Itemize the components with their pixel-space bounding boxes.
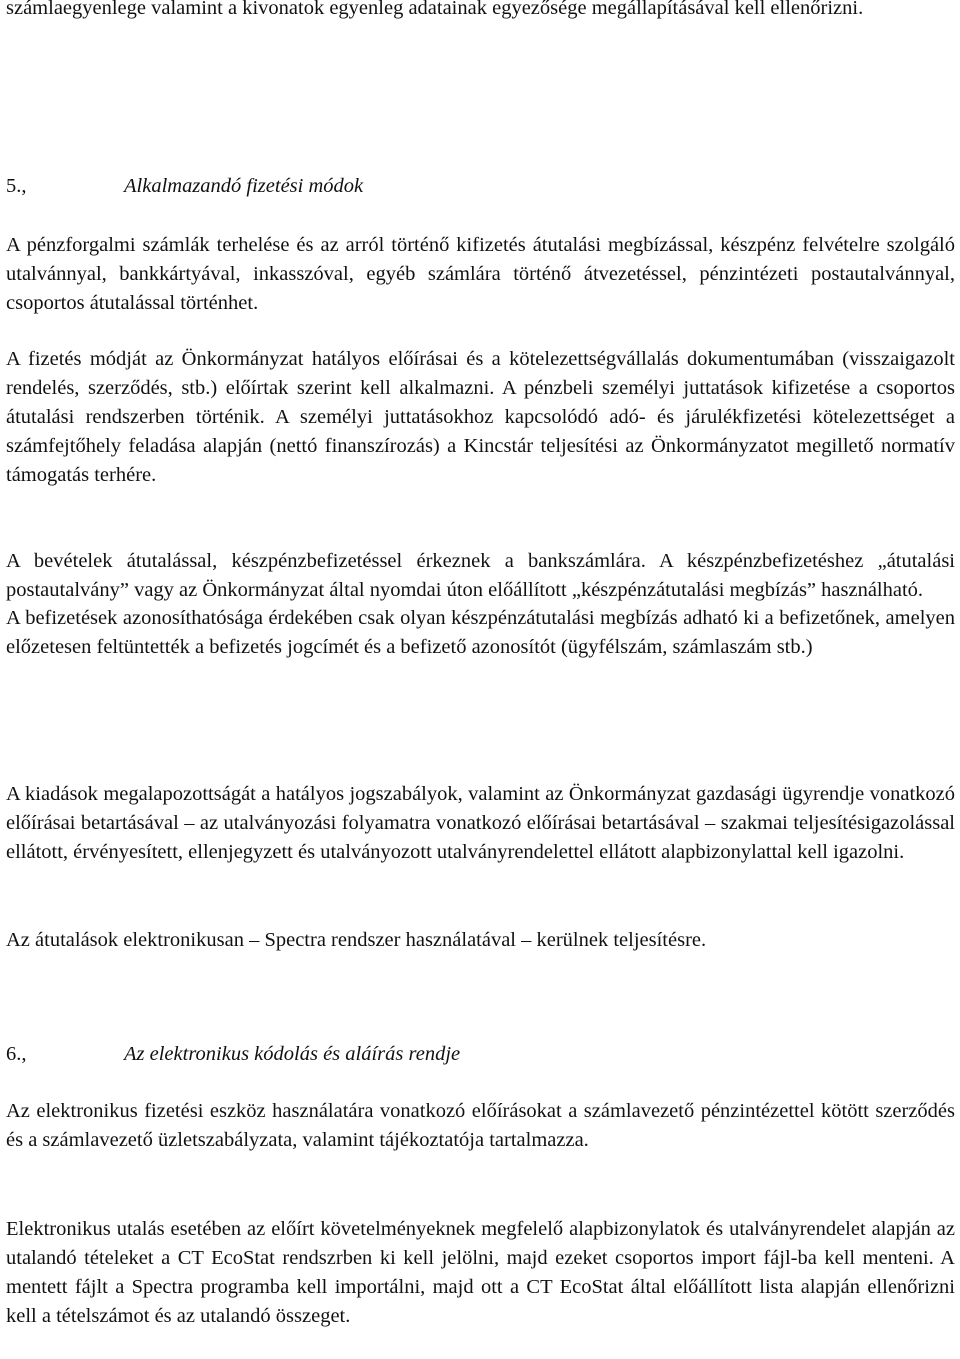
intro-continuation-paragraph: számlaegyenlege valamint a kivonatok egyenleg adatainak egyezősége megállapításával kell ellenőrizni. xyxy=(6,0,864,19)
section-6-number: 6., xyxy=(6,1043,27,1065)
section-5-paragraph-payment-methods: A pénzforgalmi számlák terhelése és az arról történő kifizetés átutalási megbízással, készpénz felvételre szolgáló utalvánnyal, bankkártyával, inkasszóval, egyéb számlára történő átvezetéssel, pénzintézeti postautalvánnyal, csoportos átutalással történhet. xyxy=(6,234,955,314)
section-5-paragraph-transfers: Az átutalások elektronikusan – Spectra rendszer használatával – kerülnek teljesítésre. xyxy=(6,929,707,951)
section-5-paragraph-revenues: A bevételek átutalással, készpénzbefizetéssel érkeznek a bankszámlára. A készpénzbefizetéshez „átutalási postautalvány” vagy az Önkormányzat által nyomdai úton előállított „készpénzátutalási megbízás” használható. xyxy=(6,550,955,601)
section-6-paragraph-electronic-payment: Az elektronikus fizetési eszköz használatára vonatkozó előírásokat a számlavezető pénzintézettel kötött szerződés és a számlavezető üzletszabályzata, valamint tájékoztatója tartalmazza. xyxy=(6,1100,955,1151)
section-5-number: 5., xyxy=(6,175,27,197)
section-5-title: Alkalmazandó fizetési módok xyxy=(124,175,364,197)
section-5-paragraph-expenses: A kiadások megalapozottságát a hatályos jogszabályok, valamint az Önkormányzat gazdasági ügyrendje vonatkozó előírásai betartásával – az utalványozási folyamatra vonatkozó előírásai betartásával – szakmai teljesítésigazolással ellátott, érvényesített, ellenjegyzett és utalványozott utalványrendelettel ellátott alapbizonylattal kell igazolni. xyxy=(6,783,955,863)
section-6-paragraph-electronic-transfer: Elektronikus utalás esetében az előírt követelményeknek megfelelő alapbizonylatok és utalványrendelet alapján az utalandó tételeket a CT EcoStat rendszrben ki kell jelölni, majd ezeket csoportos import fájl-ba kell menteni. A mentett fájlt a Spectra programba kell importálni, majd ott a CT EcoStat által előállított lista alapján ellenőrizni kell a tételszámot és az utalandó összeget. xyxy=(6,1218,955,1327)
section-5-heading xyxy=(6,172,363,201)
section-6-title: Az elektronikus kódolás és aláírás rendje xyxy=(124,1043,461,1065)
section-6-heading xyxy=(6,1040,460,1069)
section-5-paragraph-identification: A befizetések azonosíthatósága érdekében csak olyan készpénzátutalási megbízás adható ki a befizetőnek, amelyen előzetesen feltüntették a befizetés jogcímét és a befizető azonosítót (ügyfélszám, számlaszám stb.) xyxy=(6,607,955,658)
section-5-paragraph-payment-mode: A fizetés módját az Önkormányzat hatályos előírásai és a kötelezettségvállalás dokumentumában (visszaigazolt rendelés, szerződés, stb.) előírtak szerint kell alkalmazni. A pénzbeli személyi juttatások kifizetése a csoportos átutalási rendszerben történik. A személyi juttatásokhoz kapcsolódó adó- és járulékfizetési kötelezettséget a számfejtőhely feladása alapján (nettó finanszírozás) a Kincstár teljesítési az Önkormányzatot megillető normatív támogatás terhére. xyxy=(6,348,955,486)
